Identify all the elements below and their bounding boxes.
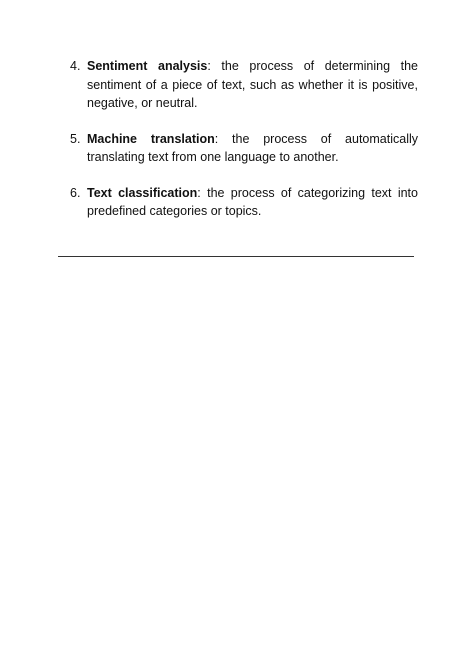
list-item-separator: : — [197, 185, 201, 200]
list-item-body — [87, 57, 418, 113]
list-item-description: the process of categorizing text into predefined categories or topics. — [87, 185, 418, 218]
list-item-number: 6. — [70, 185, 81, 200]
list-item-separator: : — [214, 131, 219, 146]
list-item-description: the process of determining the sentiment of a piece of text, such as whether it is positive, negative, or neutral. — [87, 59, 419, 110]
list-item-text-classification — [70, 184, 418, 221]
list-item-description: the process of automatically translating text from one language to another. — [87, 131, 418, 164]
list-item-separator: : — [207, 59, 211, 73]
list-item-machine-translation — [70, 130, 418, 167]
horizontal-divider — [58, 256, 414, 257]
list-item-body — [87, 184, 418, 221]
list-item-term: Text classification — [87, 185, 198, 200]
list-item-sentiment-analysis — [70, 57, 418, 113]
list-item-term: Machine translation — [87, 131, 215, 146]
list-item-term: Sentiment analysis — [87, 59, 208, 73]
list-item-body — [87, 130, 418, 167]
list-item-number: 4. — [70, 59, 81, 73]
list-item-number: 5. — [70, 131, 81, 146]
numbered-list — [70, 57, 418, 238]
